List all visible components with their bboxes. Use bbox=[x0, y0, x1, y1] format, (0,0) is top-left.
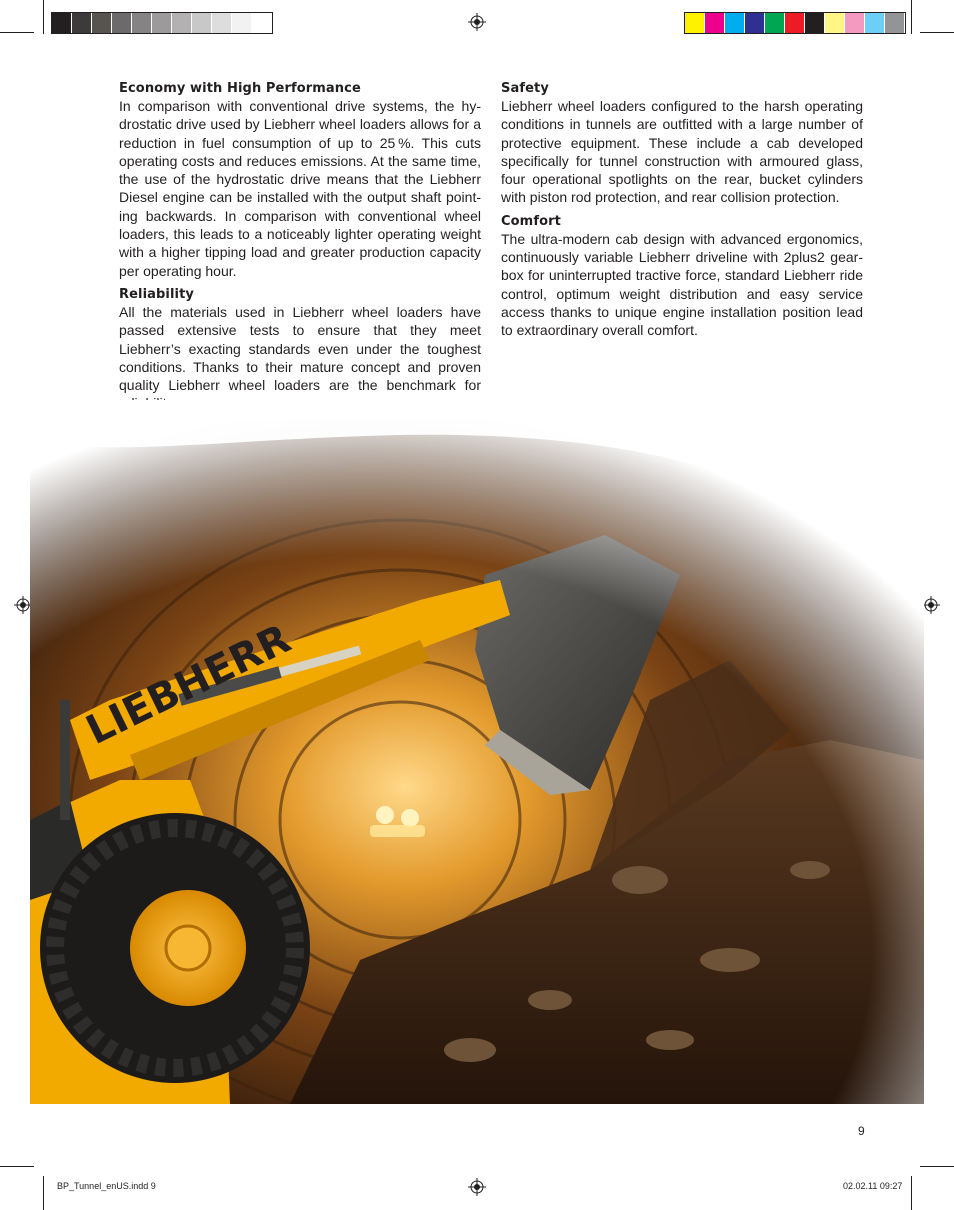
section-heading-safety: Safety bbox=[501, 81, 549, 96]
crop-mark bbox=[920, 1166, 954, 1167]
grey-swatch bbox=[172, 13, 192, 33]
registration-mark-icon bbox=[922, 596, 940, 614]
color-swatch bbox=[805, 13, 825, 33]
crop-mark bbox=[0, 1166, 34, 1167]
color-swatch bbox=[825, 13, 845, 33]
color-swatch bbox=[845, 13, 865, 33]
grey-swatch bbox=[152, 13, 172, 33]
section-heading-economy: Economy with High Performance bbox=[119, 81, 361, 96]
grey-swatch bbox=[52, 13, 72, 33]
slug-filename: BP_Tunnel_enUS.indd 9 bbox=[57, 1181, 156, 1191]
text-column-right bbox=[501, 80, 863, 346]
crop-mark bbox=[0, 32, 34, 33]
grey-swatch bbox=[252, 13, 272, 33]
color-swatch bbox=[725, 13, 745, 33]
color-calibration-bar bbox=[684, 12, 906, 34]
section-body-reliability: All the materials used in Liebherr wheel loaders have passed extensive tests to ensure that they meet Liebherr’s exacting standards even under the toughest conditions. Thanks to their mature concept and proven quality Liebherr wheel loaders are the benchmark for bbox=[119, 303, 481, 394]
grey-swatch bbox=[112, 13, 132, 33]
crop-mark bbox=[911, 1176, 912, 1210]
crop-mark bbox=[911, 0, 912, 34]
registration-mark-icon bbox=[468, 1178, 486, 1196]
crop-mark bbox=[920, 32, 954, 33]
grey-calibration-bar bbox=[51, 12, 273, 34]
color-swatch bbox=[785, 13, 805, 33]
color-swatch bbox=[705, 13, 725, 33]
section-body-safety: Liebherr wheel loaders configured to the harsh operating conditions in tunnels are outfitted with a large number of protective equipment. These include a cab developed specifically for tunnel construction with armoured glass, four operational spotlights on the rear, bucket cylinders with piston rod protection, and rear collision protection. bbox=[501, 98, 863, 206]
section-body-economy: In comparison with conventional drive systems, the hydrostatic drive used by Liebherr wheel loaders allows for a reduction in fuel consumption of up to 25 %. This cuts operating costs and reduces emissions. At the same time, the use of the hydrostatic drive means that the Liebherr Diesel engine can be installed with the output shaft pointing backwards. In comparison with conventional wheel loaders, this leads to a noticeably lighter operating weight with a higher tipping load and greater production capacity per operating hour. bbox=[119, 98, 481, 279]
page-number: 9 bbox=[858, 1124, 865, 1138]
section-heading-reliability: Reliability bbox=[119, 286, 194, 302]
grey-swatch bbox=[132, 13, 152, 33]
crop-mark bbox=[43, 1176, 44, 1210]
grey-swatch bbox=[232, 13, 252, 33]
section-heading-comfort: Comfort bbox=[501, 213, 561, 229]
color-swatch bbox=[765, 13, 785, 33]
color-swatch bbox=[685, 13, 705, 33]
color-swatch bbox=[865, 13, 885, 33]
tunnel-loader-photo bbox=[30, 400, 924, 1104]
registration-mark-icon bbox=[468, 13, 486, 31]
grey-swatch bbox=[72, 13, 92, 33]
section-body-comfort: The ultra-modern cab design with advanced ergonomics, continuously variable Liebherr driveline with 2plus2 gearbox for uninterrupted tractive force, standard Liebherr ride control, optimum weight distribution and easy service access thanks to unique engine installation position lead to extraordinary overall comfort. bbox=[501, 230, 863, 339]
crop-mark bbox=[43, 0, 44, 34]
grey-swatch bbox=[92, 13, 112, 33]
text-column-left bbox=[119, 80, 481, 419]
wheel-loader-illustration bbox=[30, 400, 924, 1104]
grey-swatch bbox=[192, 13, 212, 33]
color-swatch bbox=[885, 13, 905, 33]
slug-datetime: 02.02.11 09:27 bbox=[843, 1181, 903, 1191]
color-swatch bbox=[745, 13, 765, 33]
grey-swatch bbox=[212, 13, 232, 33]
